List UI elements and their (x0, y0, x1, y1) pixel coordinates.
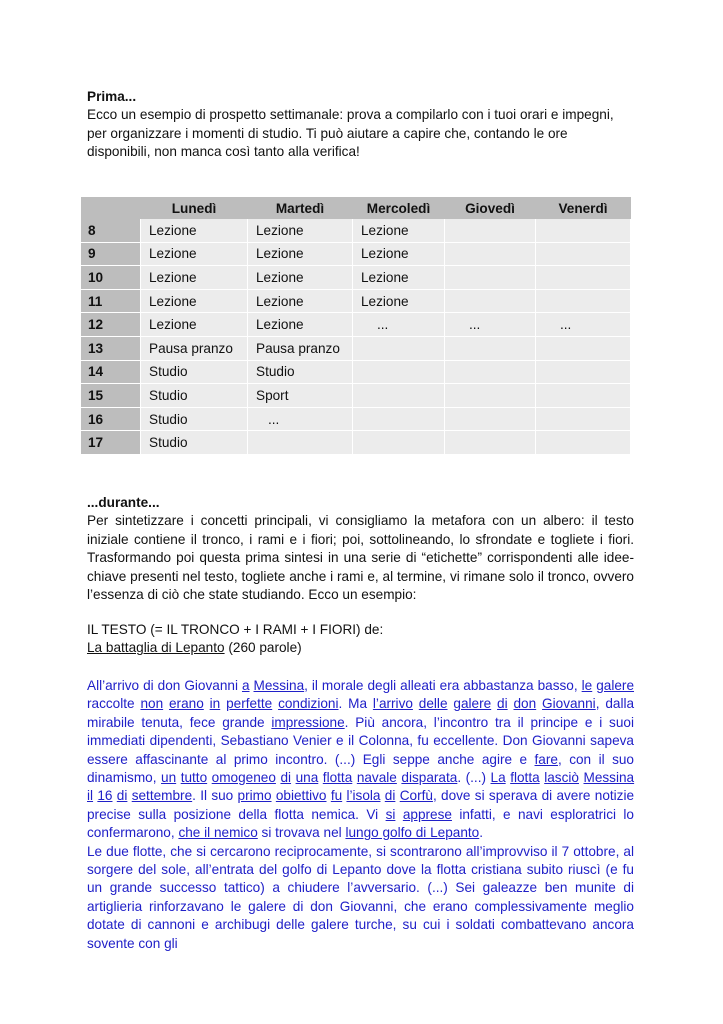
table-cell: Lezione (141, 243, 248, 267)
hour-cell: 11 (81, 290, 141, 314)
underlined-word: Messina (583, 770, 635, 786)
intro-heading: Prima... (87, 89, 137, 104)
table-cell (536, 243, 631, 267)
underlined-word: un (161, 770, 177, 786)
underlined-word: omogeneo (211, 770, 276, 786)
weekly-schedule-table (81, 197, 631, 455)
table-cell (536, 290, 631, 314)
table-cell (445, 361, 536, 385)
hour-cell: 12 (81, 313, 141, 337)
table-cell: Studio (248, 361, 353, 385)
intro-section (87, 88, 634, 162)
table-cell: Lezione (248, 313, 353, 337)
header-cell: Lunedì (141, 197, 248, 219)
hour-cell: 10 (81, 266, 141, 290)
during-text: Per sintetizzare i concetti principali, vi consigliamo la metafora con un albero: il testo iniziale contiene il tronco, i rami e i fiori; poi, sottolineando, lo sfrondate e togliete i fiori. Trasformando poi questa prima sintesi in una serie di “etichette” corrispondenti alle idee-chiave presenti nel testo, togliete anche i rami e, al termine, vi rimane solo il tronco, ovvero l’essenza di ciò che state studiando. Ecco un esempio: (87, 513, 634, 603)
table-row (81, 408, 631, 432)
during-heading: ...durante... (87, 495, 160, 510)
passage-text: All’arrivo di don Giovanni (87, 678, 242, 693)
testo-line: IL TESTO (= IL TRONCO + I RAMI + I FIORI) de: (87, 622, 384, 637)
underlined-word: La (490, 770, 506, 786)
underlined-word: di (497, 696, 508, 712)
table-cell: Lezione (141, 219, 248, 243)
underlined-word: in (209, 696, 221, 712)
underlined-word: una (295, 770, 319, 786)
table-cell: Pausa pranzo (248, 337, 353, 361)
hour-cell: 17 (81, 431, 141, 455)
underlined-word: il (87, 788, 94, 804)
table-cell (536, 384, 631, 408)
table-row (81, 313, 631, 337)
intro-text: Ecco un esempio di prospetto settimanale: prova a compilarlo con i tuoi orari e impegni, per organizzare i momenti di studio. Ti può aiutare a capire che, contando le ore disponibili, non manca così tanto alla verifica! (87, 107, 614, 160)
table-cell: Lezione (248, 243, 353, 267)
table-cell: Studio (141, 408, 248, 432)
table-cell: Lezione (353, 266, 445, 290)
underlined-word: navale (356, 770, 397, 786)
table-cell: Lezione (353, 290, 445, 314)
table-row (81, 266, 631, 290)
table-cell: Lezione (353, 243, 445, 267)
table-cell (445, 384, 536, 408)
schedule-header-row (81, 197, 631, 219)
table-cell: Studio (141, 384, 248, 408)
table-cell: Lezione (141, 266, 248, 290)
passage-text: , il morale degli alleati era abbastanza basso, (304, 678, 582, 693)
table-row (81, 431, 631, 455)
table-cell (536, 361, 631, 385)
underlined-word: Giovanni (542, 696, 596, 712)
passage-paragraph-1 (87, 677, 634, 843)
table-cell (536, 408, 631, 432)
table-cell (445, 266, 536, 290)
table-row (81, 361, 631, 385)
passage-text: . Il suo (192, 788, 238, 804)
table-cell (536, 431, 631, 455)
underlined-word: erano (169, 696, 204, 712)
underlined-word: l’arrivo (372, 696, 413, 712)
underlined-word: perfette (226, 696, 273, 712)
table-cell (248, 431, 353, 455)
passage-text: . Ma (338, 696, 373, 712)
underlined-word: 16 (97, 788, 113, 804)
passage-paragraph-2: Le due flotte, che si cercarono reciprocamente, si scontrarono all’improvviso il 7 ottobre, al sorgere del sole, all’entrata del golfo di Lepanto dove la flotta cristiana subito riuscì (e fu un grande successo tattico) a chiudere l’avversario. (...) Sei galeazze ben munite di artiglieria rinforzavano le galere di don Giovanni, che erano complessivamente meglio dotate di cannoni e archibugi delle galere turche, su cui i soldati combattevano ancora sovente con gli (87, 843, 634, 951)
hour-cell: 8 (81, 219, 141, 243)
passage-text: infatti, e navi esploratrici lo confermarono, (87, 806, 634, 841)
table-cell (353, 337, 445, 361)
underlined-word: disparata (401, 770, 458, 786)
header-cell (81, 197, 141, 219)
table-cell: Studio (141, 431, 248, 455)
underlined-word: fu (330, 788, 343, 804)
underlined-word: Messina (253, 678, 305, 693)
hour-cell: 9 (81, 243, 141, 267)
underlined-word: a (241, 678, 250, 693)
passage-text: si trovava nel (257, 825, 346, 841)
passage-text: , con il suo dinamismo, (87, 751, 634, 786)
underlined-word: si (385, 806, 396, 822)
underlined-word: le (581, 678, 593, 693)
table-cell (445, 408, 536, 432)
underlined-word: flotta (510, 770, 540, 786)
header-cell: Venerdì (536, 197, 631, 219)
underlined-word: don (513, 696, 537, 712)
underlined-word: l’isola (346, 788, 381, 804)
table-cell: Lezione (248, 266, 353, 290)
underlined-word: fare (534, 751, 558, 767)
underlined-word: settembre (131, 788, 193, 804)
passage-text: . (...) (457, 770, 491, 786)
header-cell: Martedì (248, 197, 353, 219)
table-cell (536, 337, 631, 361)
table-cell (445, 337, 536, 361)
table-row (81, 384, 631, 408)
table-cell: Lezione (353, 219, 445, 243)
table-cell (445, 243, 536, 267)
underlined-word: di (384, 788, 396, 804)
passage-text (395, 807, 402, 822)
table-cell: Sport (248, 384, 353, 408)
underlined-word: obiettivo (275, 788, 327, 804)
table-row (81, 290, 631, 314)
table-cell (353, 361, 445, 385)
hour-cell: 13 (81, 337, 141, 361)
underlined-word: lasciò (544, 770, 579, 786)
hour-cell: 16 (81, 408, 141, 432)
testo-section (87, 621, 634, 658)
table-cell: ... (536, 313, 631, 337)
passage-text: . (479, 825, 484, 841)
passage-text: , dalla mirabile tenuta, fece grande (87, 696, 635, 730)
passage-section (87, 677, 634, 953)
underlined-word: che il nemico (178, 825, 258, 841)
header-cell: Giovedì (445, 197, 536, 219)
underlined-word: delle (418, 696, 448, 712)
underlined-word: lungo golfo di Lepanto (345, 825, 480, 841)
table-cell: ... (353, 313, 445, 337)
table-cell: Lezione (248, 290, 353, 314)
underlined-word: galere (596, 678, 635, 693)
table-cell: Lezione (248, 219, 353, 243)
table-cell (353, 384, 445, 408)
underlined-word: apprese (402, 806, 452, 822)
underlined-word: tutto (180, 770, 208, 786)
table-row (81, 337, 631, 361)
passage-text: . Più ancora, l’incontro tra il principe e i suoi immediati dipendenti, Sebastiano Venier e il Colonna, fu eccellente. Don Giovanni sapeva essere affascinante al primo incontro. (...) Egli seppe anche agire e (87, 714, 634, 767)
table-cell (536, 266, 631, 290)
underlined-word: galere (453, 696, 492, 712)
table-cell: ... (445, 313, 536, 337)
underlined-word: di (280, 770, 292, 786)
during-section (87, 494, 634, 604)
testo-title: La battaglia di Lepanto (87, 640, 225, 656)
passage-text: , dove si sperava di avere notizie precise sulla posizione della flotta nemica. Vi (87, 788, 635, 822)
table-cell: Studio (141, 361, 248, 385)
hour-cell: 15 (81, 384, 141, 408)
underlined-word: non (140, 696, 164, 712)
table-cell (445, 290, 536, 314)
underlined-word: primo (237, 788, 272, 804)
passage-text: raccolte (87, 696, 141, 712)
table-cell (353, 431, 445, 455)
table-cell: Lezione (141, 290, 248, 314)
table-cell (353, 408, 445, 432)
table-cell (536, 219, 631, 243)
testo-count: (260 parole) (224, 640, 302, 656)
underlined-word: Corfù (399, 788, 433, 804)
table-cell (445, 431, 536, 455)
underlined-word: di (116, 788, 128, 804)
table-cell: Lezione (141, 313, 248, 337)
underlined-word: impressione (271, 714, 345, 730)
hour-cell: 14 (81, 361, 141, 385)
table-cell: ... (248, 408, 353, 432)
table-row (81, 243, 631, 267)
table-cell: Pausa pranzo (141, 337, 248, 361)
table-row (81, 219, 631, 243)
header-cell: Mercoledì (353, 197, 445, 219)
underlined-word: flotta (322, 770, 353, 786)
underlined-word: condizioni (278, 696, 339, 712)
table-cell (445, 219, 536, 243)
